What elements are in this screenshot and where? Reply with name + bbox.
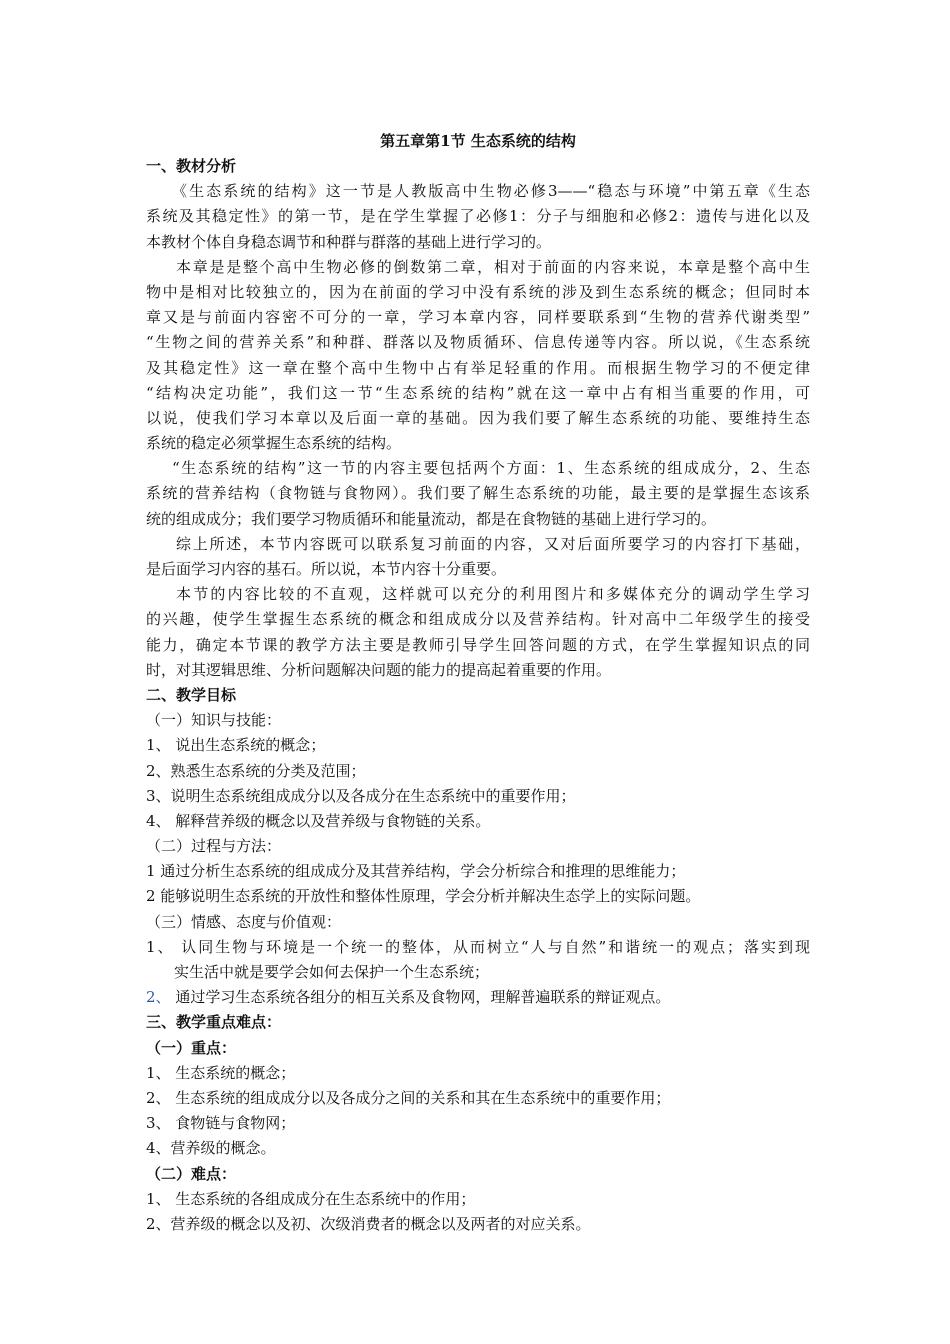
list-item: 3、 食物链与食物网； [146,1114,296,1133]
paragraph-line: 能力，确定本节课的教学方法主要是教师引导学生回答问题的方式，在学生掌握知识点的同 [146,635,810,654]
paragraph-line: 物中是相对比较独立的，因为在前面的学习中没有系统的涉及到生态系统的概念；但同时本 [146,282,810,301]
paragraph-line: 以说，使我们学习本章以及后面一章的基础。因为我们要了解生态系统的功能、要维持生态 [146,408,810,427]
paragraph-line: 时，对其逻辑思维、分析问题解决问题的能力的提高起着重要的作用。 [146,660,612,679]
paragraph-line: 综上所述，本节内容既可以联系复习前面的内容，又对后面所要学习的内容打下基础， [176,534,810,553]
paragraph-line: 本教材个体自身稳态调节和种群与群落的基础上进行学习的。 [146,232,552,251]
list-item: 2、营养级的概念以及初、次级消费者的概念以及两者的对应关系。 [146,1214,591,1233]
list-item: 2 能够说明生态系统的开放性和整体性原理，学会分析并解决生态学上的实际问题。 [146,887,701,906]
paragraph-line: “生物之间的营养关系”和种群、群落以及物质循环、信息传递等内容。所以说，《生态系统 [146,333,810,352]
paragraph-line: 系统的营养结构（食物链与食物网）。我们要了解生态系统的功能，最主要的是掌握生态该系 [146,484,810,503]
list-item: 1 通过分析生态系统的组成成分及其营养结构，学会分析综合和推理的思维能力； [146,862,686,881]
list-item: 1、 生态系统的各组成成分在生态系统中的作用； [146,1189,476,1208]
paragraph-line: 是后面学习内容的基石。所以说，本节内容十分重要。 [146,560,507,578]
paragraph-line: 本节的内容比较的不直观，这样就可以充分的利用图片和多媒体充分的调动学生学习 [176,585,810,604]
section-heading-key-points: 三、教学重点难点： [146,1013,282,1032]
paragraph-line: 及其稳定性》这一章在整个高中生物中占有举足轻重的作用。而根据生物学习的不便定律 [146,358,810,377]
list-item: 2、 生态系统的组成成分以及各成分之间的关系和其在生态系统中的重要作用； [146,1088,671,1107]
page-title: 第五章第1节 生态系统的结构 [380,132,576,150]
list-item-continuation: 实生活中就是要学会如何去保护一个生态系统； [174,963,490,981]
paragraph-line: 本章是是整个高中生物必修的倒数第二章，相对于前面的内容来说，本章是整个高中生 [176,257,810,276]
paragraph-line: 《生态系统的结构》这一节是人教版高中生物必修3——“稳态与环境”中第五章《生态 [172,182,810,201]
paragraph-line: 的兴趣，使学生掌握生态系统的概念和组成成分以及营养结构。针对高中二年级学生的接受 [146,610,810,629]
paragraph-line: 章又是与前面内容密不可分的一章，学习本章内容，同样要联系到“生物的营养代谢类型” [146,308,810,327]
subheading-knowledge: （一）知识与技能： [146,711,282,730]
document-page [146,128,810,1237]
paragraph-line: “生态系统的结构”这一节的内容主要包括两个方面：1、生态系统的组成成分，2、生态 [172,459,810,478]
list-item: 1、 说出生态系统的概念； [146,736,326,755]
section-heading-goals: 二、教学目标 [146,685,237,704]
paragraph-line: 统的组成成分；我们要学习物质循环和能量流动，都是在食物链的基础上进行学习的。 [146,509,717,528]
list-item: 1、 生态系统的概念； [146,1063,296,1082]
list-item [146,985,810,1010]
subheading-difficult: （二）难点： [146,1164,237,1183]
list-number: 2、 [146,988,171,1007]
list-item: 4、营养级的概念。 [146,1139,276,1158]
list-item: 3、说明生态系统组成成分以及各成分在生态系统中的重要作用； [146,786,576,805]
list-item: 1、 认同生物与环境是一个统一的整体，从而树立“人与自然”和谐统一的观点；落实到现 [146,937,810,956]
section-heading-analysis: 一、教材分析 [146,157,237,175]
paragraph-line: 系统的稳定必须掌握生态系统的结构。 [146,434,402,453]
list-item: 4、 解释营养级的概念以及营养级与食物链的关系。 [146,811,491,830]
paragraph-line: “结构决定功能”，我们这一节“生态系统的结构”就在这一章中占有相当重要的作用，可 [146,383,810,402]
subheading-values: （三）情感、态度与价值观： [146,912,342,931]
subheading-key: （一）重点： [146,1038,237,1057]
subheading-process: （二）过程与方法： [146,837,282,856]
paragraph-line: 系统及其稳定性》的第一节，是在学生掌握了必修1：分子与细胞和必修2：遗传与进化以及 [146,207,810,226]
list-item-text: 通过学习生态系统各组分的相互关系及食物网，理解普遍联系的辩证观点。 [170,988,671,1007]
list-item: 2、熟悉生态系统的分类及范围； [146,761,366,780]
